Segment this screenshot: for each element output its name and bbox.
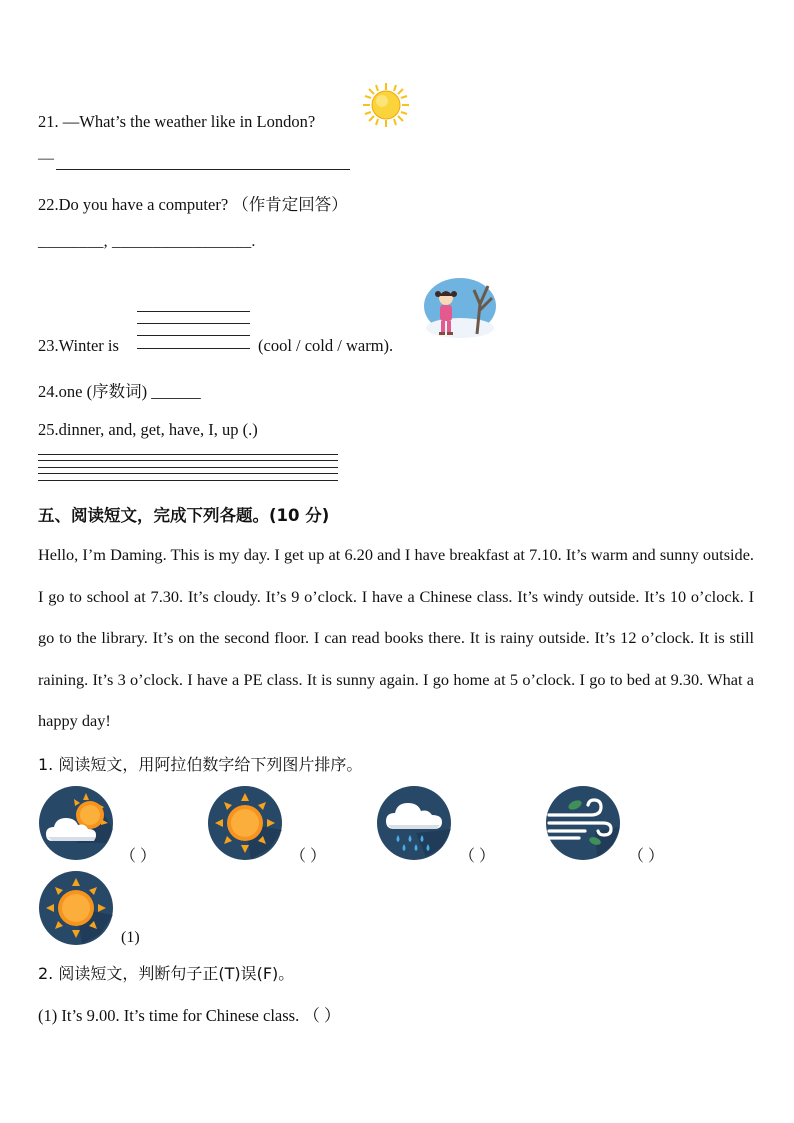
question-21-answer-prefix: — <box>38 150 54 167</box>
question-21-number: 21 <box>38 112 55 131</box>
task-2-instruction: 2. 阅读短文，判断句子正(T)误(F)。 <box>38 964 295 983</box>
cloudy-sun-icon <box>38 785 114 861</box>
question-23-line-1[interactable] <box>137 311 250 312</box>
question-25: 25.dinner, and, get, have, I, up (.) <box>38 420 258 439</box>
picture-2-answer-blank[interactable]: （ ） <box>290 848 327 865</box>
windy-icon <box>545 785 621 861</box>
section-5-heading: 五、阅读短文，完成下列各题。(10 分) <box>38 506 330 525</box>
question-24: 24.one (序数词) ______ <box>38 382 201 401</box>
sunny-icon <box>207 785 283 861</box>
question-23-text-after: (cool / cold / warm). <box>258 336 394 355</box>
question-21-text: . —What’s the weather like in London? <box>54 112 316 131</box>
question-25-line-4[interactable] <box>38 473 338 474</box>
picture-3-answer-blank[interactable]: （ ） <box>459 848 496 865</box>
question-22: 22.Do you have a computer? （作肯定回答） <box>38 195 348 214</box>
question-21 <box>38 112 315 132</box>
picture-1-answer-blank[interactable]: （ ） <box>120 848 157 865</box>
task-2-item-1: (1) It’s 9.00. It’s time for Chinese class. （ ） <box>38 1006 341 1025</box>
winter-girl-illustration-icon <box>422 276 498 342</box>
question-23-line-3[interactable] <box>137 335 250 336</box>
picture-5-answer: (1) <box>121 929 140 946</box>
question-25-line-5[interactable] <box>38 480 338 481</box>
question-25-line-1[interactable] <box>38 454 338 455</box>
question-23-text-before: 23.Winter is <box>38 336 119 355</box>
reading-passage: Hello, I’m Daming. This is my day. I get up at 6.20 and I have breakfast at 7.10. It’s warm and sunny outside. I go to school at 7.30. It’s cloudy. It’s 9 o’clock. I have a Chinese class. It’s windy outside. It’s 10 o’clock. I go to the library. It’s on the second floor. I can read books there. It is rainy outside. It’s 12 o’clock. It is still raining. It’s 3 o’clock. I have a PE class. It is sunny again. I go home at 5 o’clock. I go to bed at 9.30. What a happy day! <box>38 545 754 730</box>
question-21-answer-line[interactable] <box>56 169 350 170</box>
sun-illustration-icon <box>362 82 410 128</box>
question-25-line-3[interactable] <box>38 467 338 468</box>
question-23-line-2[interactable] <box>137 323 250 324</box>
question-22-answer-blank[interactable]: ________, _________________. <box>38 233 256 250</box>
rainy-icon <box>376 785 452 861</box>
picture-4-answer-blank[interactable]: （ ） <box>628 848 665 865</box>
task-1-instruction: 1. 阅读短文，用阿拉伯数字给下列图片排序。 <box>38 755 363 774</box>
question-25-line-2[interactable] <box>38 460 338 461</box>
sunny-icon <box>38 870 114 946</box>
question-23-line-4[interactable] <box>137 348 250 349</box>
